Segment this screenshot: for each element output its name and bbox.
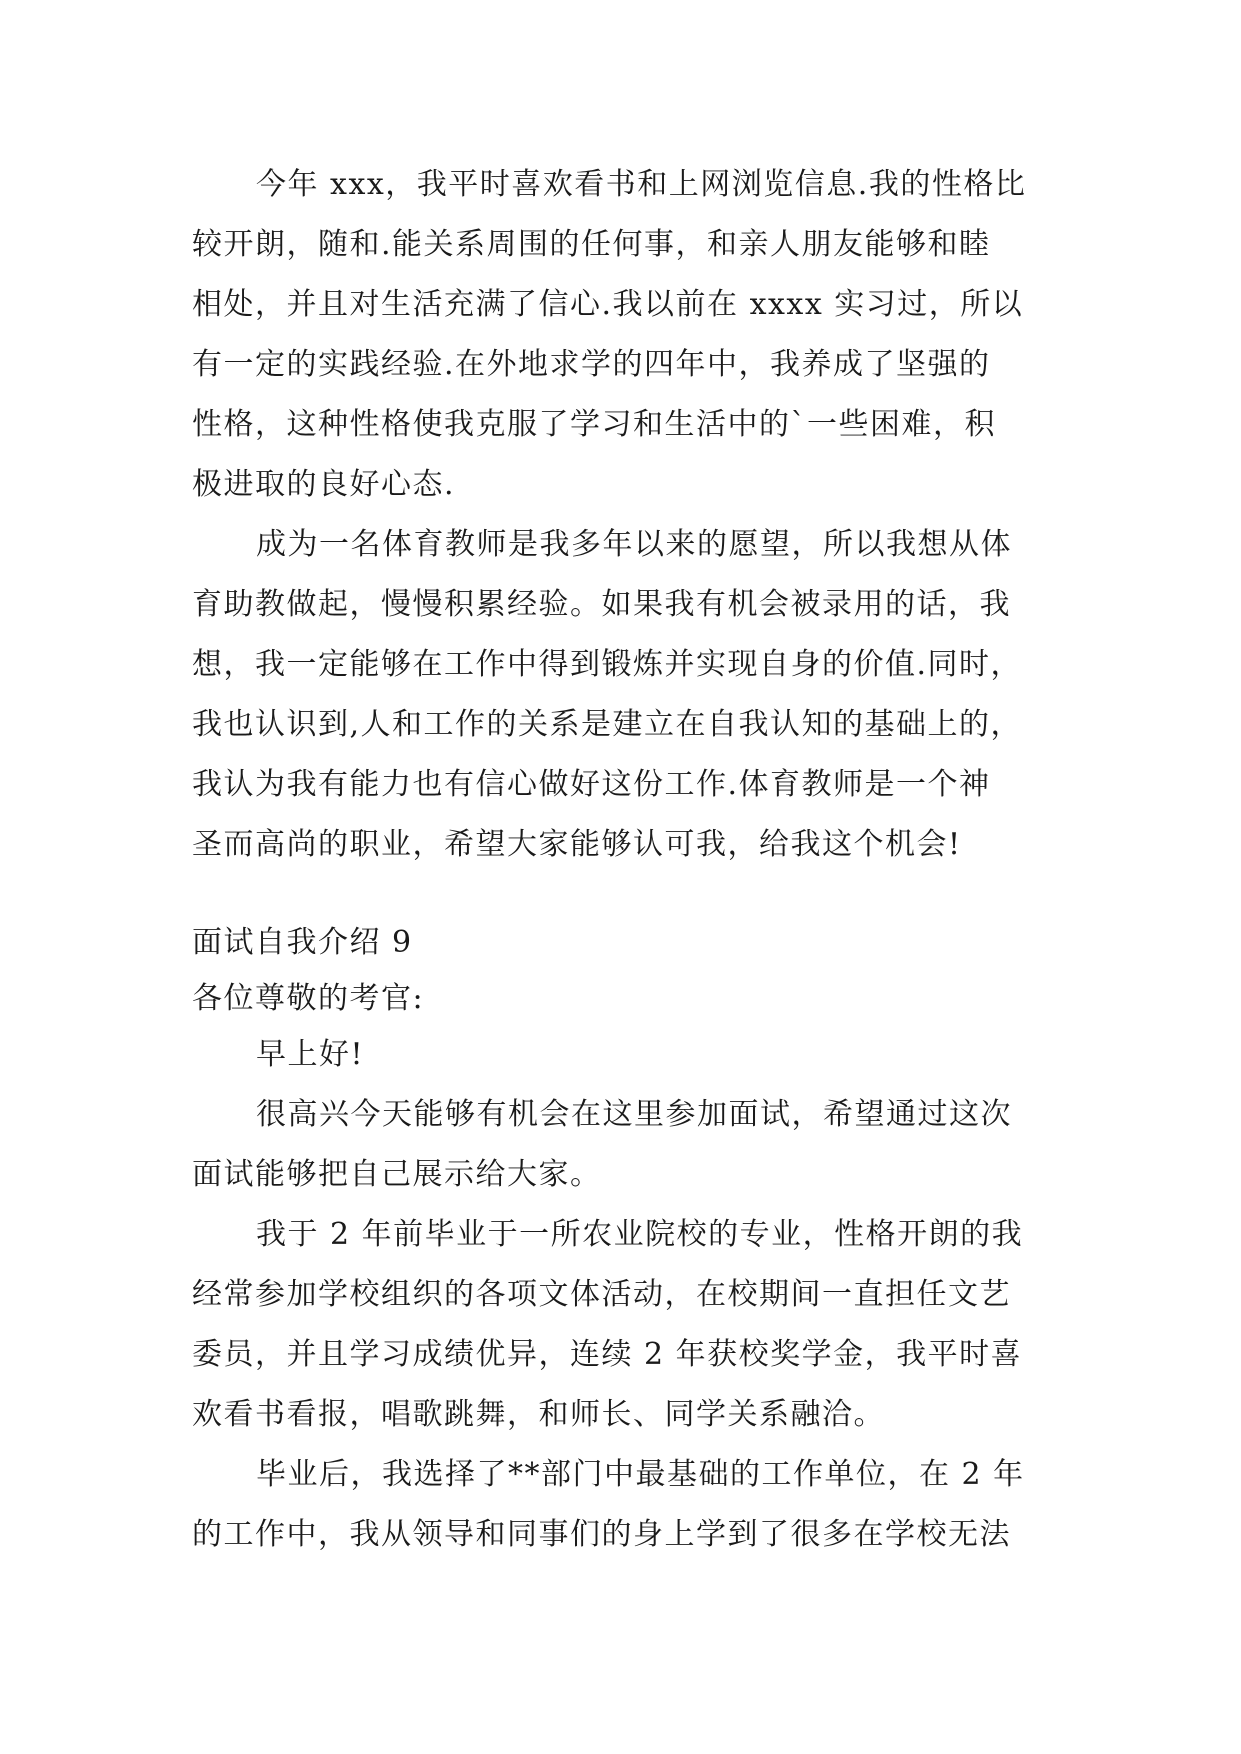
greeting: 早上好!: [256, 1037, 365, 1072]
paragraph-line: 委员，并且学习成绩优异，连续 2 年获校奖学金，我平时喜: [192, 1337, 1023, 1372]
paragraph-line: 我于 2 年前毕业于一所农业院校的专业，性格开朗的我: [256, 1217, 1024, 1252]
paragraph-line: 有一定的实践经验.在外地求学的四年中，我养成了坚强的: [192, 347, 991, 382]
paragraph-line: 极进取的良好心态.: [192, 467, 456, 502]
paragraph-line: 育助教做起，慢慢积累经验。如果我有机会被录用的话，我: [192, 587, 1011, 622]
paragraph-line: 想，我一定能够在工作中得到锻炼并实现自身的价值.同时，: [192, 647, 1023, 682]
paragraph-line: 我也认识到,人和工作的关系是建立在自我认知的基础上的，: [192, 707, 1023, 742]
paragraph-line: 较开朗，随和.能关系周围的任何事，和亲人朋友能够和睦: [192, 227, 991, 262]
paragraph-line: 欢看书看报，唱歌跳舞，和师长、同学关系融洽。: [192, 1397, 885, 1432]
paragraph-line: 圣而高尚的职业，希望大家能够认可我，给我这个机会!: [192, 827, 962, 862]
salutation: 各位尊敬的考官:: [192, 981, 425, 1016]
paragraph-line: 我认为我有能力也有信心做好这份工作.体育教师是一个神: [192, 767, 991, 802]
paragraph-line: 经常参加学校组织的各项文体活动，在校期间一直担任文艺: [192, 1277, 1011, 1312]
paragraph-line: 今年 xxx，我平时喜欢看书和上网浏览信息.我的性格比: [256, 167, 1027, 202]
paragraph-line: 成为一名体育教师是我多年以来的愿望，所以我想从体: [256, 527, 1012, 562]
paragraph-line: 面试能够把自己展示给大家。: [192, 1157, 602, 1192]
paragraph-line: 相处，并且对生活充满了信心.我以前在 xxxx 实习过，所以: [192, 287, 1024, 322]
section-title: 面试自我介绍 9: [192, 925, 413, 960]
paragraph-line: 的工作中，我从领导和同事们的身上学到了很多在学校无法: [192, 1517, 1011, 1552]
paragraph-line: 毕业后，我选择了**部门中最基础的工作单位，在 2 年: [256, 1457, 1025, 1492]
paragraph-line: 性格，这种性格使我克服了学习和生活中的`一些困难，积: [192, 407, 996, 442]
paragraph-line: 很高兴今天能够有机会在这里参加面试，希望通过这次: [256, 1097, 1012, 1132]
